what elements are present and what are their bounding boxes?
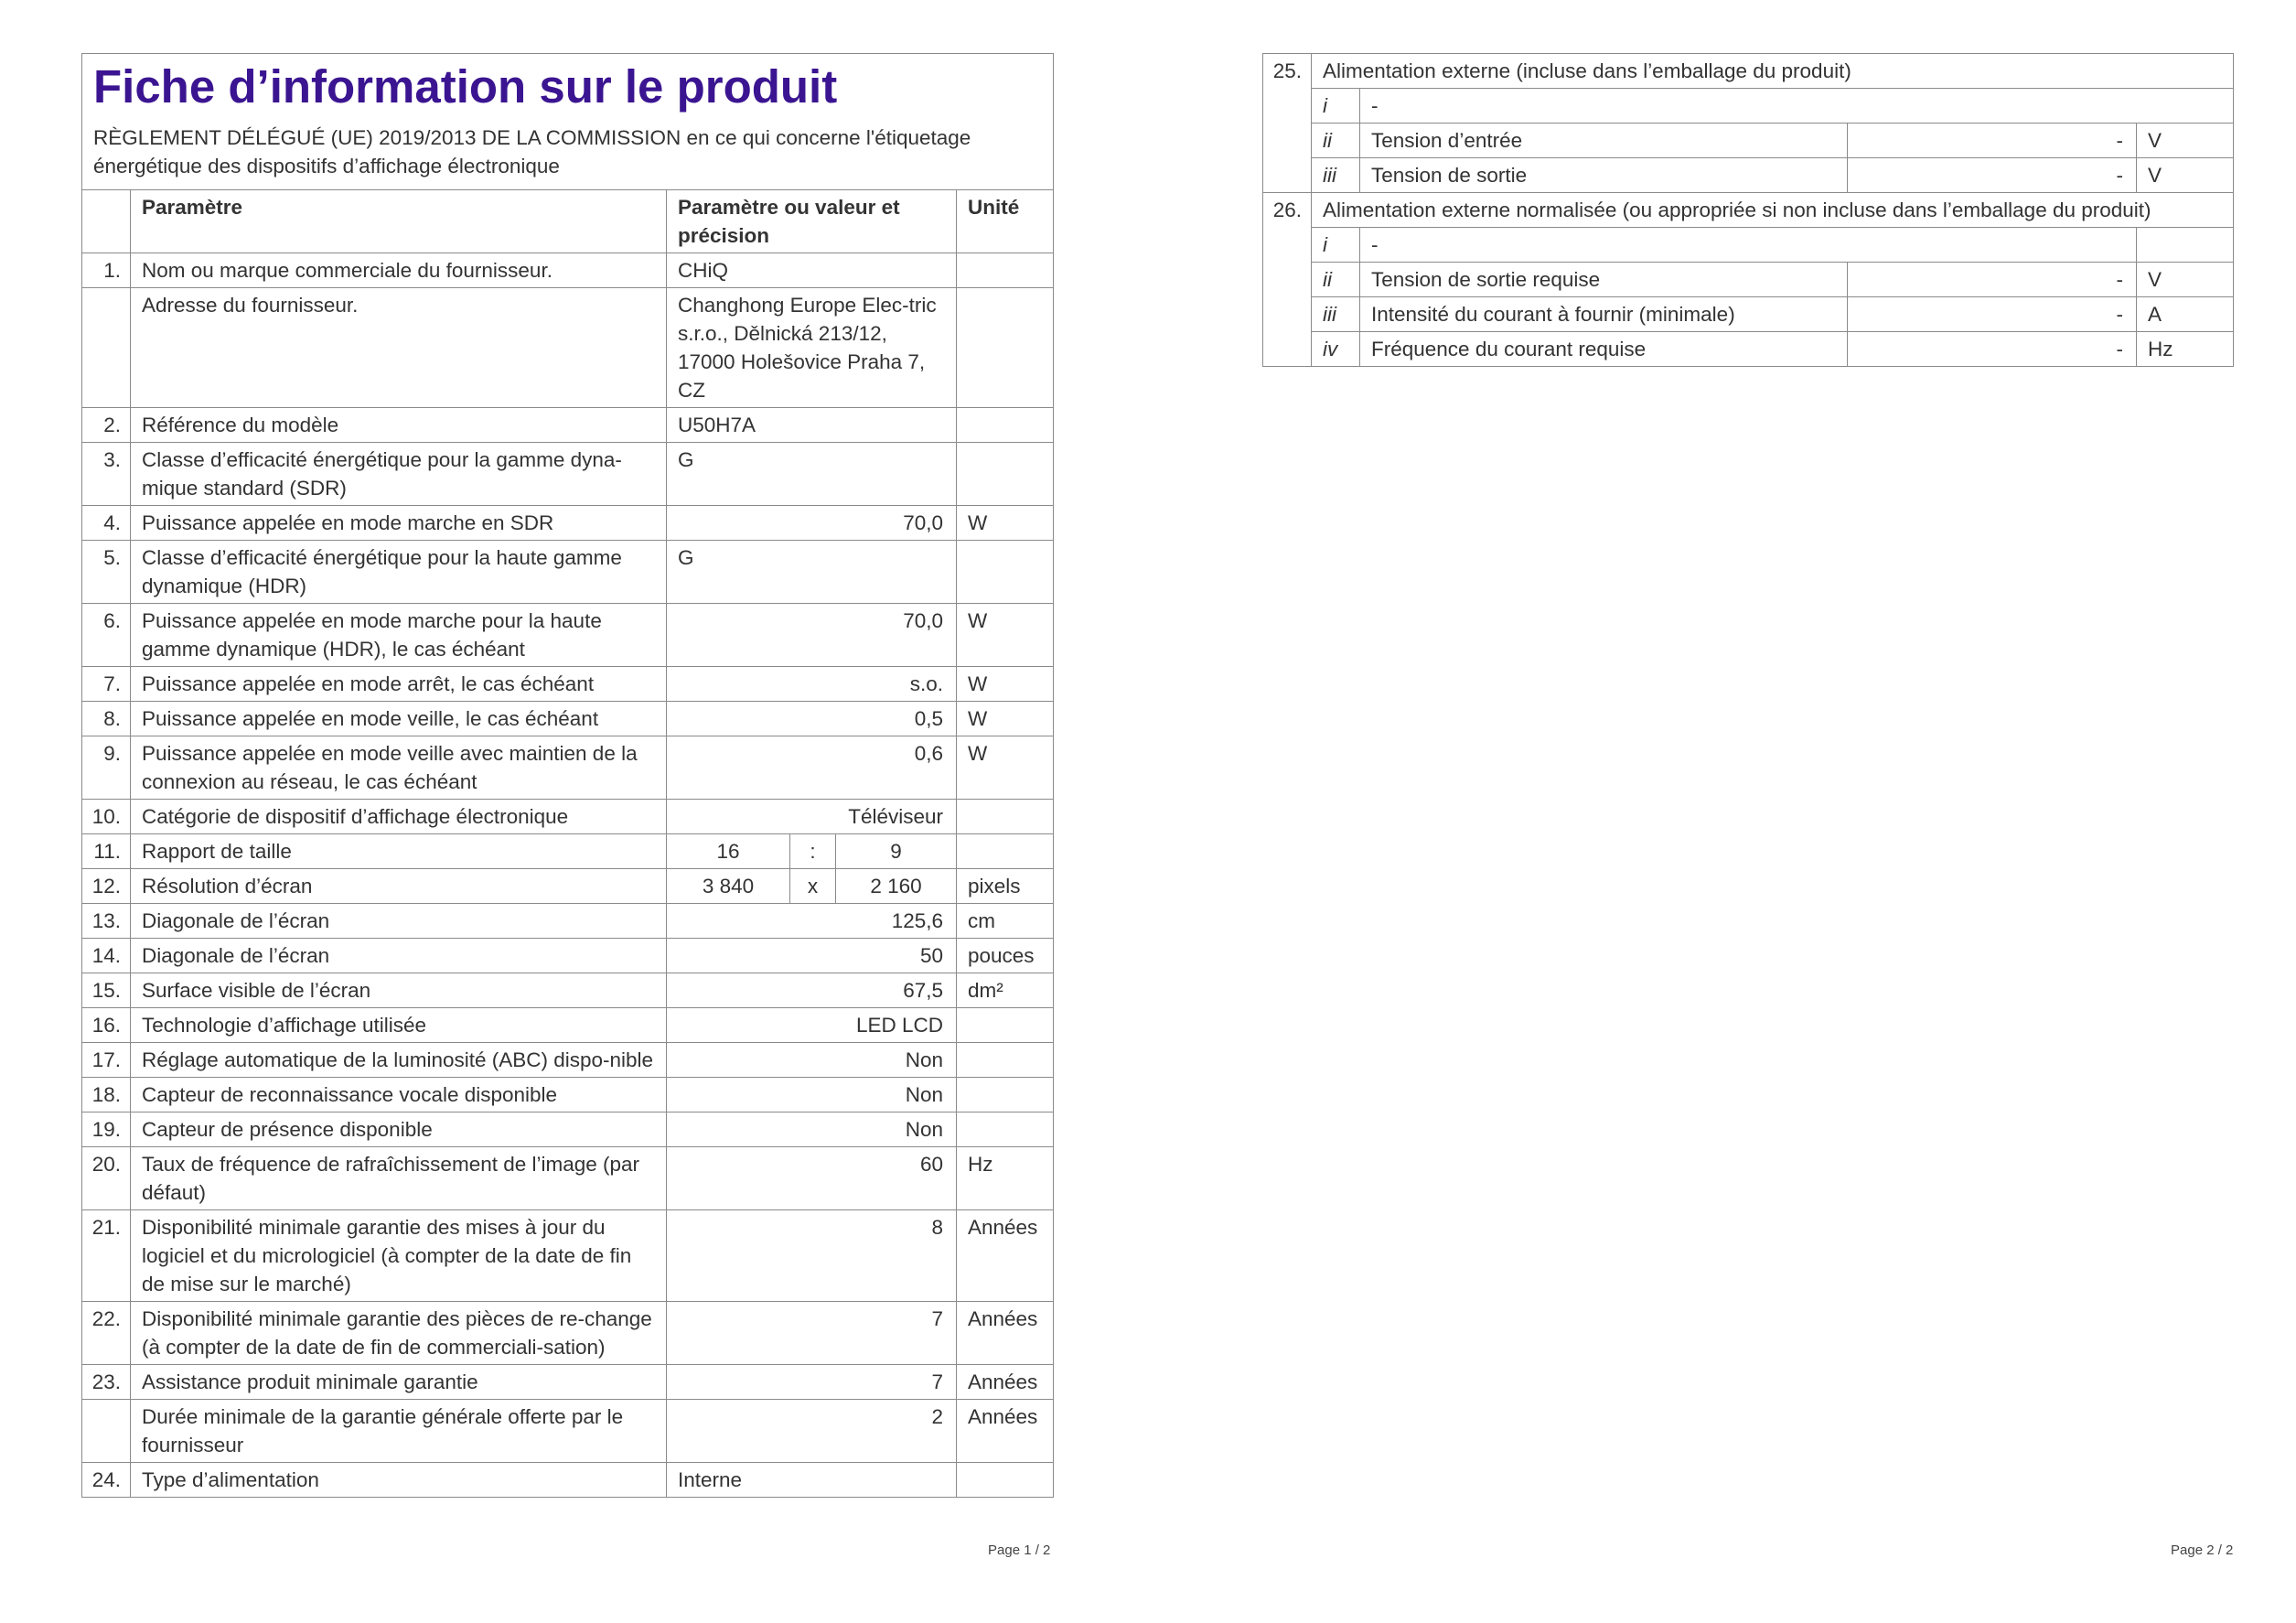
table-row [82,253,1054,288]
page-number-1: Page 1 / 2 [988,1542,1051,1558]
section-header-row [1263,193,2234,228]
parameter-name: Type d’alimentation [131,1463,667,1498]
row-number: 2. [82,408,131,443]
item-roman-numeral: ii [1312,124,1360,158]
table-row [82,541,1054,604]
row-number: 23. [82,1365,131,1400]
parameter-value: 2 [667,1400,957,1463]
parameter-unit [957,408,1054,443]
item-value: - [1848,332,2137,367]
parameter-name: Rapport de taille [131,834,667,869]
table-row [82,736,1054,800]
page-title: Fiche d’information sur le produit [93,60,838,113]
table-row [82,667,1054,702]
parameter-value: Non [667,1043,957,1078]
parameter-name: Catégorie de dispositif d’affichage électronique [131,800,667,834]
parameter-name: Puissance appelée en mode marche en SDR [131,506,667,541]
parameter-name: Puissance appelée en mode veille, le cas échéant [131,702,667,736]
parameter-value: 70,0 [667,604,957,667]
parameter-name: Disponibilité minimale garantie des pièces de re-change (à compter de la date de fin de commerciali-sation) [131,1302,667,1365]
parameter-value: Changhong Europe Elec-tric s.r.o., Dělnická 213/12, 17000 Holešovice Praha 7, CZ [667,288,957,408]
row-number: 10. [82,800,131,834]
section-title: Alimentation externe (incluse dans l’emballage du produit) [1312,54,2234,89]
parameter-value: 7 [667,1302,957,1365]
parameter-unit [957,1043,1054,1078]
parameter-name: Puissance appelée en mode veille avec maintien de la connexion au réseau, le cas échéant [131,736,667,800]
parameter-name: Assistance produit minimale garantie [131,1365,667,1400]
page-number-2: Page 2 / 2 [2171,1542,2234,1558]
parameter-value: 50 [667,939,957,973]
table-row [1263,263,2234,297]
parameter-unit: W [957,736,1054,800]
table-row [1263,297,2234,332]
table-row [82,288,1054,408]
parameter-unit [957,1078,1054,1112]
item-unit: Hz [2137,332,2234,367]
section-number: 26. [1263,193,1312,367]
parameter-value: 125,6 [667,904,957,939]
parameter-unit [957,253,1054,288]
item-unit [2137,228,2234,263]
parameter-name: Puissance appelée en mode marche pour la haute gamme dynamique (HDR), le cas échéant [131,604,667,667]
item-value: - [1848,124,2137,158]
table-row [82,939,1054,973]
parameter-name: Diagonale de l’écran [131,939,667,973]
parameter-unit: pixels [957,869,1054,904]
product-info-sheet-page-1 [81,53,1053,1498]
parameter-unit: W [957,702,1054,736]
table-row [1263,158,2234,193]
table-row [82,1400,1054,1463]
row-number: 8. [82,702,131,736]
row-number: 15. [82,973,131,1008]
parameter-value: CHiQ [667,253,957,288]
parameter-name: Puissance appelée en mode arrêt, le cas échéant [131,667,667,702]
parameter-name: Nom ou marque commerciale du fournisseur. [131,253,667,288]
parameter-value: 0,6 [667,736,957,800]
product-info-table [81,53,1054,1498]
parameter-unit [957,1008,1054,1043]
item-label: Intensité du courant à fournir (minimale) [1360,297,1848,332]
parameter-value: s.o. [667,667,957,702]
parameter-unit: W [957,604,1054,667]
parameter-unit: Années [957,1210,1054,1302]
split-value-a: 16 [667,834,790,869]
parameter-unit: Années [957,1400,1054,1463]
item-roman-numeral: iii [1312,297,1360,332]
item-value: - [1848,158,2137,193]
item-unit: V [2137,158,2234,193]
row-number: 18. [82,1078,131,1112]
table-row [1263,124,2234,158]
item-label: Fréquence du courant requise [1360,332,1848,367]
regulation-subtitle: RÈGLEMENT DÉLÉGUÉ (UE) 2019/2013 DE LA COMMISSION en ce qui concerne l'étiquetage énergétique des dispositifs d’affichage électronique [93,126,971,177]
row-number: 6. [82,604,131,667]
table-row [82,973,1054,1008]
row-number: 12. [82,869,131,904]
item-label: - [1360,89,2234,124]
parameter-value: Non [667,1112,957,1147]
table-row [82,604,1054,667]
parameter-unit [957,1112,1054,1147]
row-number: 14. [82,939,131,973]
row-number [82,1400,131,1463]
parameter-name: Disponibilité minimale garantie des mises à jour du logiciel et du micrologiciel (à compter de la date de fin de mise sur le marché) [131,1210,667,1302]
parameter-value: G [667,443,957,506]
row-number: 13. [82,904,131,939]
row-number: 4. [82,506,131,541]
row-number: 24. [82,1463,131,1498]
table-row [82,1078,1054,1112]
table-row [82,506,1054,541]
row-number: 9. [82,736,131,800]
table-row [1263,332,2234,367]
column-header-value: Paramètre ou valeur et précision [667,190,957,253]
table-row [82,800,1054,834]
row-number: 21. [82,1210,131,1302]
parameter-value: Non [667,1078,957,1112]
row-number [82,288,131,408]
parameter-unit: W [957,667,1054,702]
item-roman-numeral: ii [1312,263,1360,297]
split-value-b: 2 160 [836,869,957,904]
row-number: 11. [82,834,131,869]
column-header-param: Paramètre [131,190,667,253]
table-row [82,1008,1054,1043]
section-header-row [1263,54,2234,89]
table-row [82,1463,1054,1498]
row-number: 20. [82,1147,131,1210]
column-header-num [82,190,131,253]
table-row [82,1112,1054,1147]
parameter-value: G [667,541,957,604]
split-separator: : [790,834,836,869]
split-separator: x [790,869,836,904]
table-row [82,1147,1054,1210]
parameter-name: Référence du modèle [131,408,667,443]
section-title: Alimentation externe normalisée (ou appropriée si non incluse dans l’emballage du produit) [1312,193,2234,228]
parameter-name: Adresse du fournisseur. [131,288,667,408]
column-header-unit: Unité [957,190,1054,253]
parameter-name: Durée minimale de la garantie générale offerte par le fournisseur [131,1400,667,1463]
parameter-name: Diagonale de l’écran [131,904,667,939]
parameter-value: 7 [667,1365,957,1400]
parameter-unit [957,800,1054,834]
row-number: 7. [82,667,131,702]
item-value: - [1848,263,2137,297]
column-header-row [82,190,1054,253]
parameter-unit [957,288,1054,408]
parameter-value: 70,0 [667,506,957,541]
item-unit: V [2137,124,2234,158]
table-row [1263,89,2234,124]
parameter-value: 67,5 [667,973,957,1008]
row-number: 22. [82,1302,131,1365]
parameter-unit: cm [957,904,1054,939]
row-number: 17. [82,1043,131,1078]
split-value-b: 9 [836,834,957,869]
parameter-value: U50H7A [667,408,957,443]
table-row [82,904,1054,939]
table-row [82,869,1054,904]
parameter-value: 0,5 [667,702,957,736]
table-row [82,1210,1054,1302]
external-power-table [1262,53,2234,367]
table-row [82,702,1054,736]
parameter-unit: dm² [957,973,1054,1008]
parameter-unit: Années [957,1365,1054,1400]
table-row [1263,228,2234,263]
parameter-name: Capteur de présence disponible [131,1112,667,1147]
parameter-name: Taux de fréquence de rafraîchissement de l’image (par défaut) [131,1147,667,1210]
parameter-name: Classe d’efficacité énergétique pour la haute gamme dynamique (HDR) [131,541,667,604]
item-label: - [1360,228,2137,263]
parameter-name: Résolution d’écran [131,869,667,904]
row-number: 5. [82,541,131,604]
parameter-name: Surface visible de l’écran [131,973,667,1008]
parameter-unit [957,1463,1054,1498]
item-unit: V [2137,263,2234,297]
table-row [82,834,1054,869]
parameter-value: Interne [667,1463,957,1498]
parameter-unit: Hz [957,1147,1054,1210]
split-value-a: 3 840 [667,869,790,904]
table-row [82,443,1054,506]
item-label: Tension de sortie [1360,158,1848,193]
section-number: 25. [1263,54,1312,193]
row-number: 1. [82,253,131,288]
item-roman-numeral: iii [1312,158,1360,193]
parameter-name: Capteur de reconnaissance vocale disponible [131,1078,667,1112]
item-roman-numeral: iv [1312,332,1360,367]
parameter-unit: Années [957,1302,1054,1365]
parameter-value: 60 [667,1147,957,1210]
parameter-value: 8 [667,1210,957,1302]
parameter-unit [957,443,1054,506]
item-label: Tension de sortie requise [1360,263,1848,297]
product-info-sheet-page-2 [1262,53,2233,367]
row-number: 3. [82,443,131,506]
item-label: Tension d’entrée [1360,124,1848,158]
parameter-value: Téléviseur [667,800,957,834]
item-unit: A [2137,297,2234,332]
parameter-unit [957,541,1054,604]
item-roman-numeral: i [1312,228,1360,263]
table-row [82,408,1054,443]
parameter-value: LED LCD [667,1008,957,1043]
parameter-unit: pouces [957,939,1054,973]
sheet-header-row [82,54,1054,190]
parameter-name: Technologie d’affichage utilisée [131,1008,667,1043]
table-row [82,1043,1054,1078]
item-value: - [1848,297,2137,332]
parameter-name: Réglage automatique de la luminosité (ABC) dispo-nible [131,1043,667,1078]
item-roman-numeral: i [1312,89,1360,124]
table-row [82,1365,1054,1400]
parameter-unit [957,834,1054,869]
parameter-unit: W [957,506,1054,541]
table-row [82,1302,1054,1365]
row-number: 19. [82,1112,131,1147]
sheet-header [82,54,1054,190]
row-number: 16. [82,1008,131,1043]
parameter-name: Classe d’efficacité énergétique pour la gamme dyna-mique standard (SDR) [131,443,667,506]
